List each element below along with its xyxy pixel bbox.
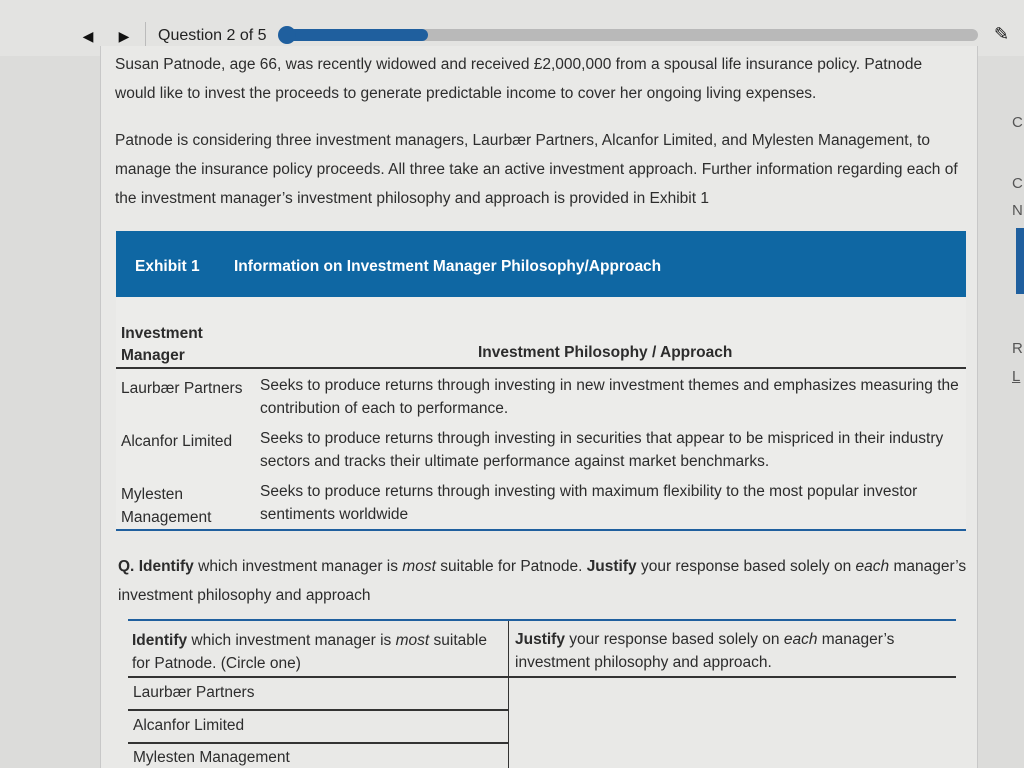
column-header-approach: Investment Philosophy / Approach — [478, 344, 733, 361]
question-each: each — [855, 558, 890, 575]
pencil-icon[interactable]: ✎ — [994, 24, 1010, 44]
choice-divider — [128, 742, 509, 744]
table-row-approach: Seeks to produce returns through investing with maximum flexibility to the most popular investor sentiments worldwide — [260, 483, 918, 523]
progress-bar — [282, 29, 978, 41]
choice-divider — [128, 709, 509, 711]
answer-justify-each: each — [783, 631, 818, 648]
answer-justify-text-2: manager’s investment philosophy and approach. — [515, 631, 895, 671]
answer-justify-header — [515, 628, 945, 674]
answer-header-rule — [128, 676, 956, 678]
table-row-manager: Laurbær Partners — [121, 380, 243, 397]
side-panel-text: C — [1012, 175, 1023, 192]
question-text-1: which investment manager is — [193, 558, 403, 575]
passage-paragraph-1: Susan Patnode, age 66, was recently widowed and received £2,000,000 from a spousal life insurance policy. Patnode would like to invest the proceeds to generate predictable income to cover her ongoing living expenses. — [115, 56, 923, 102]
progress-fill — [282, 29, 428, 41]
question-counter: Question 2 of 5 — [158, 27, 267, 44]
question-prompt — [118, 552, 968, 610]
question-justify: Justify — [586, 558, 637, 575]
exhibit-number: Exhibit 1 — [135, 258, 200, 275]
question-identify: Identify — [138, 558, 194, 575]
column-header-manager: Investment Manager — [121, 325, 203, 364]
question-most: most — [402, 558, 436, 575]
side-panel-link[interactable]: L — [1012, 368, 1021, 385]
side-panel-accent — [1016, 228, 1024, 294]
choice-alcanfor-limited[interactable]: Alcanfor Limited — [133, 717, 245, 734]
progress-knob — [278, 26, 296, 44]
answer-identify-most: most — [395, 632, 430, 649]
question-text-2: suitable for Patnode. — [435, 558, 587, 575]
question-text-4: manager’s investment philosophy and approach — [118, 558, 967, 604]
choice-mylesten-management[interactable]: Mylesten Management — [133, 749, 290, 766]
question-prefix: Q. — [118, 558, 135, 575]
table-row-manager: Alcanfor Limited — [121, 433, 233, 450]
choice-laurbaer-partners[interactable]: Laurbær Partners — [133, 684, 255, 701]
side-panel-text: R — [1012, 340, 1023, 357]
answer-identify-text-2: suitable for Patnode. (Circle one) — [132, 632, 487, 672]
exhibit-title: Information on Investment Manager Philosophy/Approach — [234, 258, 662, 275]
table-row-manager: Mylesten Management — [121, 486, 212, 526]
previous-question-icon[interactable]: ◀ — [82, 28, 94, 44]
side-panel-text: N — [1012, 202, 1023, 219]
answer-table-divider — [508, 621, 509, 768]
question-panel — [100, 46, 978, 768]
header-divider — [116, 367, 966, 369]
table-row-approach: Seeks to produce returns through investing in new investment themes and emphasizes measuring the contribution of each to performance. — [260, 377, 959, 417]
answer-identify-header — [132, 629, 508, 675]
passage-paragraph-2: Patnode is considering three investment managers, Laurbær Partners, Alcanfor Limited, and Mylesten Management, to manage the insurance policy proceeds. All three take an active investment approach. Further information regarding each of the investment manager’s investment philosophy and approach is provided in Exhibit 1 — [115, 132, 958, 207]
table-bottom-rule — [116, 529, 966, 531]
answer-identify-text-1: which investment manager is — [187, 632, 396, 649]
answer-identify-label: Identify — [132, 632, 188, 649]
side-panel-text: C — [1012, 114, 1023, 131]
exhibit-table — [116, 297, 966, 531]
answer-justify-label: Justify — [515, 631, 565, 648]
answer-justify-text-1: your response based solely on — [564, 631, 784, 648]
answer-table — [128, 621, 956, 768]
table-row-approach: Seeks to produce returns through investing in securities that appear to be mispriced in their industry sectors and tracks their ultimate performance against market benchmarks. — [260, 430, 944, 470]
question-text-3: your response based solely on — [636, 558, 856, 575]
next-question-icon[interactable]: ▶ — [118, 28, 130, 44]
exhibit-header — [116, 231, 966, 297]
